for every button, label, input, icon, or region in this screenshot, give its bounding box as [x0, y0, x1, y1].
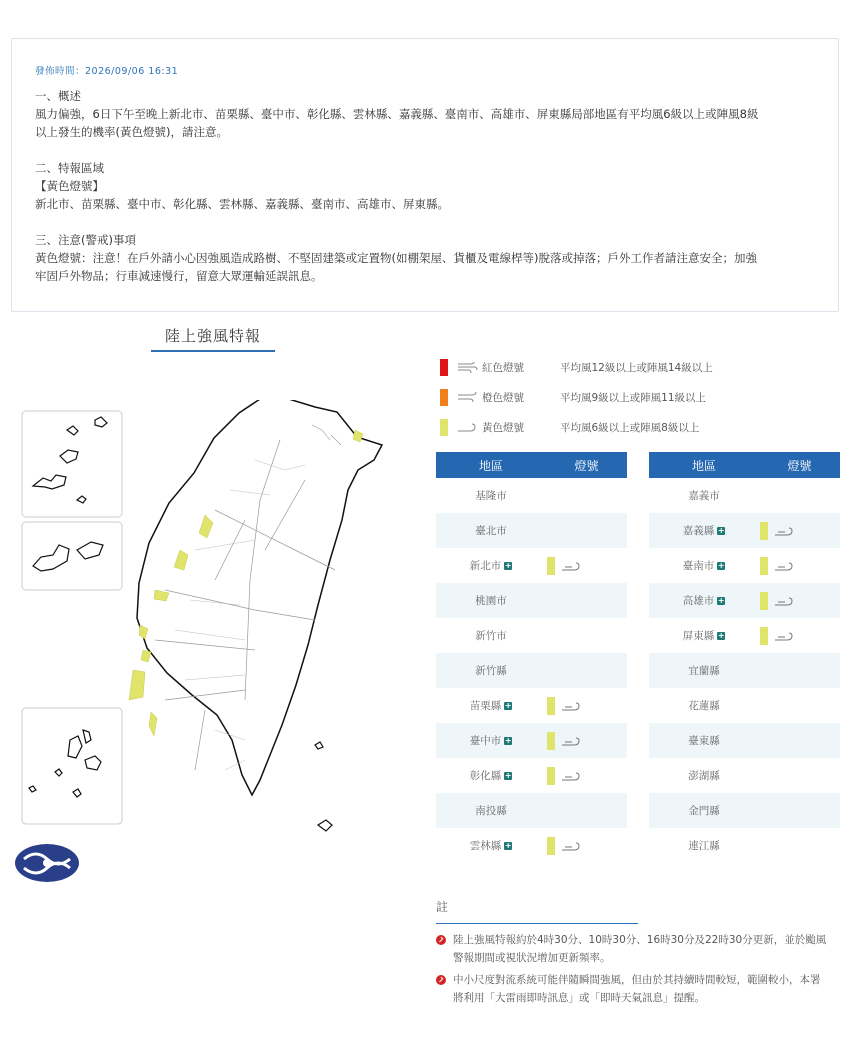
yellow-signal-flag	[760, 627, 768, 645]
note-1-line-2: 警報期間或視狀況增加更新頻率。	[453, 952, 611, 964]
taiwan-map[interactable]	[15, 400, 415, 850]
table-row	[649, 758, 840, 793]
light-wind-icon	[560, 734, 582, 748]
taiwan-main-island	[137, 400, 382, 795]
expand-plus-icon[interactable]: +	[504, 560, 512, 570]
legend-yellow-name: 黃色燈號	[482, 421, 524, 434]
expand-plus-icon[interactable]: +	[717, 595, 725, 605]
table-row	[649, 478, 840, 513]
table-row	[436, 618, 627, 653]
signal-cell	[546, 767, 627, 785]
section-area-title: 二、特報區域	[35, 161, 104, 175]
table-row	[436, 478, 627, 513]
region-cell	[436, 593, 546, 608]
note-item-2	[436, 971, 836, 1007]
red-swatch	[440, 359, 448, 376]
region-name[interactable]: 臺南市	[682, 560, 715, 572]
strong-wind-icon	[456, 360, 478, 374]
issue-time: 發佈時間：2026/09/06 16:31	[35, 66, 179, 77]
signal-cell	[546, 557, 627, 575]
cwa-logo	[14, 843, 80, 883]
table-header	[649, 452, 840, 478]
matsu-inset	[22, 522, 122, 590]
region-cell[interactable]	[649, 593, 759, 608]
yellow-signal-flag	[760, 592, 768, 610]
region-name: 花蓮縣	[688, 700, 720, 712]
region-cell[interactable]	[649, 558, 759, 573]
light-wind-icon	[456, 420, 478, 434]
table-row	[436, 513, 627, 548]
signal-cell	[759, 557, 840, 575]
map-title: 陸上強風特報	[151, 325, 275, 352]
eastern-islets	[315, 742, 332, 831]
yellow-signal-flag	[547, 732, 555, 750]
signal-cell	[546, 837, 627, 855]
penghu-inset	[22, 708, 122, 824]
expand-plus-icon[interactable]: +	[504, 770, 512, 780]
table-row	[649, 793, 840, 828]
section-caution-title: 三、注意(警戒)事項	[35, 233, 136, 247]
kinmen-inset	[22, 411, 122, 517]
legend-yellow	[440, 412, 713, 442]
region-name[interactable]: 高雄市	[682, 595, 715, 607]
light-wind-icon	[560, 839, 582, 853]
expand-plus-icon[interactable]: +	[717, 630, 725, 640]
note-item-1	[436, 931, 836, 967]
section-caution-text-2: 牢固戶外物品；行車減速慢行，留意大眾運輸延誤訊息。	[35, 269, 323, 283]
region-cell	[649, 803, 759, 818]
check-bullet-icon	[436, 935, 446, 945]
expand-plus-icon[interactable]: +	[717, 525, 725, 535]
table-row[interactable]	[436, 828, 627, 863]
legend-orange-name: 橙色燈號	[482, 391, 524, 404]
light-wind-icon	[773, 524, 795, 538]
region-cell	[436, 628, 546, 643]
region-cell[interactable]	[436, 558, 546, 573]
yellow-signal-flag	[760, 557, 768, 575]
table-row	[436, 653, 627, 688]
table-row[interactable]	[649, 583, 840, 618]
region-cell	[649, 768, 759, 783]
light-wind-icon	[773, 594, 795, 608]
section-overview-title: 一、概述	[35, 89, 81, 103]
region-name[interactable]: 嘉義縣	[682, 525, 715, 537]
header-region: 地區	[691, 458, 716, 473]
region-name[interactable]: 屏東縣	[682, 630, 715, 642]
table-header	[436, 452, 627, 478]
orange-swatch	[440, 389, 448, 406]
header-region: 地區	[478, 458, 503, 473]
note-1-line-1: 陸上強風特報約於4時30分、10時30分、16時30分及22時30分更新，並於颱風	[453, 934, 827, 946]
section-area-tag: 【黃色燈號】	[35, 179, 104, 193]
region-name: 嘉義市	[688, 490, 720, 502]
notes-title: 註	[436, 898, 638, 924]
region-name: 臺東縣	[688, 735, 720, 747]
table-row[interactable]	[649, 548, 840, 583]
header-signal: 燈號	[574, 458, 599, 473]
region-name: 南投縣	[475, 805, 507, 817]
region-cell	[436, 803, 546, 818]
region-name: 宜蘭縣	[688, 665, 720, 677]
expand-plus-icon[interactable]: +	[717, 560, 725, 570]
note-2-line-1: 中小尺度對流系統可能伴隨瞬間強風，但由於其持續時間較短，範圍較小，本署	[453, 974, 821, 986]
region-cell[interactable]	[436, 838, 546, 853]
region-table-left	[436, 452, 627, 863]
table-row[interactable]	[436, 723, 627, 758]
region-name[interactable]: 彰化縣	[469, 770, 502, 782]
yellow-swatch	[440, 419, 448, 436]
table-row[interactable]	[436, 758, 627, 793]
yellow-signal-flag	[547, 557, 555, 575]
table-row	[649, 723, 840, 758]
light-wind-icon	[560, 769, 582, 783]
legend-red-name: 紅色燈號	[482, 361, 524, 374]
table-row	[649, 653, 840, 688]
signal-cell	[546, 697, 627, 715]
legend-orange-desc: 平均風9級以上或陣風11級以上	[560, 391, 707, 404]
note-2-line-2: 將利用「大雷雨即時訊息」或「即時天氣訊息」提醒。	[453, 992, 705, 1004]
table-row[interactable]	[649, 618, 840, 653]
region-cell	[649, 698, 759, 713]
region-name: 澎湖縣	[688, 770, 720, 782]
region-name: 基隆市	[475, 490, 507, 502]
region-name[interactable]: 雲林縣	[469, 840, 502, 852]
section-overview-text-1: 風力偏強，6日下午至晚上新北市、苗栗縣、臺中市、彰化縣、雲林縣、嘉義縣、臺南市、高雄市、屏東縣局部地區有平均風6級以上或陣風8級	[35, 107, 759, 121]
region-name: 新竹市	[475, 630, 507, 642]
region-cell	[649, 488, 759, 503]
expand-plus-icon[interactable]: +	[504, 700, 512, 710]
table-row[interactable]	[436, 688, 627, 723]
region-cell	[436, 488, 546, 503]
table-row	[649, 688, 840, 723]
region-cell[interactable]	[436, 733, 546, 748]
region-table-right	[649, 452, 840, 863]
legend-red	[440, 352, 713, 382]
medium-wind-icon	[456, 390, 478, 404]
yellow-signal-flag	[760, 522, 768, 540]
expand-plus-icon[interactable]: +	[504, 735, 512, 745]
signal-cell	[759, 592, 840, 610]
legend-orange	[440, 382, 713, 412]
section-caution-text-1: 黃色燈號：注意！在戶外請小心因強風造成路樹、不堅固建築或定置物(如棚架屋、貨櫃及電線桿等)脫落或掉落；戶外工作者請注意安全；加強	[35, 251, 757, 265]
light-wind-icon	[560, 559, 582, 573]
region-cell	[436, 663, 546, 678]
region-name: 連江縣	[688, 840, 720, 852]
legend-yellow-desc: 平均風6級以上或陣風8級以上	[560, 421, 700, 434]
region-cell[interactable]	[649, 523, 759, 538]
signal-cell	[759, 522, 840, 540]
light-wind-icon	[773, 559, 795, 573]
region-cell	[649, 838, 759, 853]
yellow-signal-flag	[547, 767, 555, 785]
region-name: 臺北市	[475, 525, 507, 537]
region-name: 新竹縣	[475, 665, 507, 677]
region-cell[interactable]	[436, 698, 546, 713]
warning-info-box	[11, 38, 839, 312]
section-area-text: 新北市、苗栗縣、臺中市、彰化縣、雲林縣、嘉義縣、臺南市、高雄市、屏東縣。	[35, 197, 449, 211]
yellow-signal-flag	[547, 697, 555, 715]
table-row[interactable]	[436, 548, 627, 583]
table-row[interactable]	[649, 513, 840, 548]
expand-plus-icon[interactable]: +	[504, 840, 512, 850]
region-cell	[649, 663, 759, 678]
table-row	[436, 583, 627, 618]
yellow-signal-flag	[547, 837, 555, 855]
check-bullet-icon	[436, 975, 446, 985]
signal-cell	[546, 732, 627, 750]
signal-cell	[759, 627, 840, 645]
region-cell	[649, 733, 759, 748]
light-wind-icon	[560, 699, 582, 713]
legend-red-desc: 平均風12級以上或陣風14級以上	[560, 361, 713, 374]
region-name[interactable]: 苗栗縣	[469, 700, 502, 712]
region-cell[interactable]	[436, 768, 546, 783]
region-cell	[436, 523, 546, 538]
section-overview-text-2: 以上發生的機率(黃色燈號)，請注意。	[35, 125, 228, 139]
region-name: 桃園市	[475, 595, 507, 607]
region-cell[interactable]	[649, 628, 759, 643]
table-row	[649, 828, 840, 863]
region-name[interactable]: 臺中市	[469, 735, 502, 747]
region-name: 金門縣	[688, 805, 720, 817]
table-row	[436, 793, 627, 828]
light-wind-icon	[773, 629, 795, 643]
signal-legend	[440, 352, 713, 442]
region-name[interactable]: 新北市	[469, 560, 502, 572]
header-signal: 燈號	[787, 458, 812, 473]
